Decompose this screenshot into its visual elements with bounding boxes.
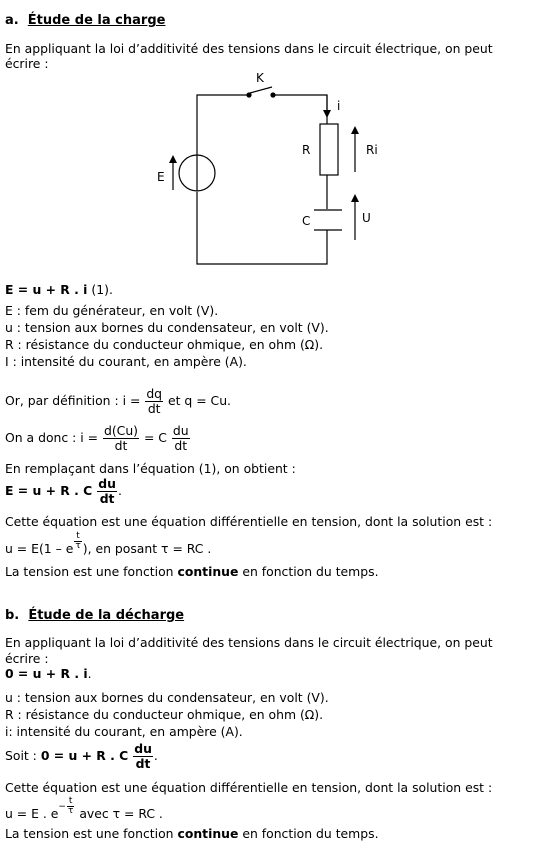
fraction-dcu-dt: $\frac{d(Cu)}{dt}$ xyxy=(103,423,139,453)
exponent: $\frac{t}{\tau}$ xyxy=(75,531,81,551)
fraction-du-dt-b: $\frac{du}{dt}$ xyxy=(134,741,152,771)
equation-1: E = u + R . i (1). xyxy=(5,282,113,297)
section-b-intro-2: écrire : xyxy=(5,651,49,666)
section-b-title: b. Étude de la décharge xyxy=(5,608,185,623)
e-arrow-head xyxy=(169,155,177,163)
continuity-a: La tension est une fonction continue en fonction du temps. xyxy=(5,564,379,579)
wire-top-right xyxy=(274,95,327,124)
label-c: C xyxy=(302,214,311,228)
section-a-title: a. Étude de la charge xyxy=(5,13,166,28)
fraction-dq-dt: $\frac{dq}{dt}$ xyxy=(146,386,163,416)
def-b-i: i: intensité du courant, en ampère (A). xyxy=(5,724,243,739)
differential-text-b: Cette équation est une équation différentielle en tension, dont la solution est : xyxy=(5,780,493,795)
differential-text: Cette équation est une équation différentielle en tension, dont la solution est : xyxy=(5,514,493,529)
def-u: u : tension aux bornes du condensateur, en volt (V). xyxy=(5,320,329,335)
circuit-diagram xyxy=(0,70,560,270)
section-a-intro-2: écrire : xyxy=(5,56,49,71)
section-a-intro-1: En appliquant la loi d’additivité des tensions dans le circuit électrique, on peut xyxy=(5,41,493,56)
label-e: E xyxy=(157,170,165,184)
switch-contact-right xyxy=(270,92,275,97)
ri-arrow-head xyxy=(351,126,359,134)
fraction-du-dt: $\frac{du}{dt}$ xyxy=(172,423,189,453)
def-b-r: R : résistance du conducteur ohmique, en ohm (Ω). xyxy=(5,707,324,722)
resistor-r xyxy=(320,124,338,175)
switch-contact-left xyxy=(246,92,251,97)
continuity-b: La tension est une fonction continue en fonction du temps. xyxy=(5,826,379,841)
def-r: R : résistance du conducteur ohmique, en ohm (Ω). xyxy=(5,337,324,352)
wire-bottom xyxy=(197,192,327,264)
def-e: E : fem du générateur, en volt (V). xyxy=(5,303,219,318)
label-ri: Ri xyxy=(366,143,378,157)
label-r: R xyxy=(302,143,311,157)
equation-0: 0 = u + R . i. xyxy=(5,666,92,681)
switch-k xyxy=(250,87,272,93)
equation-2: E = u + R . C $\frac{du}{dt}$ . xyxy=(5,476,122,506)
label-u: U xyxy=(362,211,371,225)
replace-text: En remplaçant dans l’équation (1), on obtient : xyxy=(5,461,296,476)
solution-charge: u = E(1 – e $\frac{t}{\tau}$ ), en posant τ = RC . xyxy=(5,531,212,556)
section-b-intro-1: En appliquant la loi d’additivité des tensions dans le circuit électrique, on peut xyxy=(5,635,493,650)
definition-i: Or, par définition : i = $\frac{dq}{dt}$ et q = Cu. xyxy=(5,386,231,416)
label-i: i xyxy=(337,99,341,113)
derivation-i: On a donc : i = $\frac{d(Cu)}{dt}$ = C $\frac{du}{dt}$ xyxy=(5,423,189,453)
exponent-b: − $\frac{t}{\tau}$ xyxy=(58,796,74,816)
def-i: I : intensité du courant, en ampère (A). xyxy=(5,354,247,369)
current-arrow-head xyxy=(323,110,331,118)
wire-left-top xyxy=(197,95,248,155)
def-b-u: u : tension aux bornes du condensateur, en volt (V). xyxy=(5,690,329,705)
fraction-du-dt-bold: $\frac{du}{dt}$ xyxy=(98,476,116,506)
equation-soit: Soit : 0 = u + R . C $\frac{du}{dt}$ . xyxy=(5,741,158,771)
label-k: K xyxy=(256,71,264,85)
solution-decharge: u = E . e− $\frac{t}{\tau}$ avec τ = RC . xyxy=(5,796,163,821)
u-arrow-head xyxy=(351,194,359,202)
